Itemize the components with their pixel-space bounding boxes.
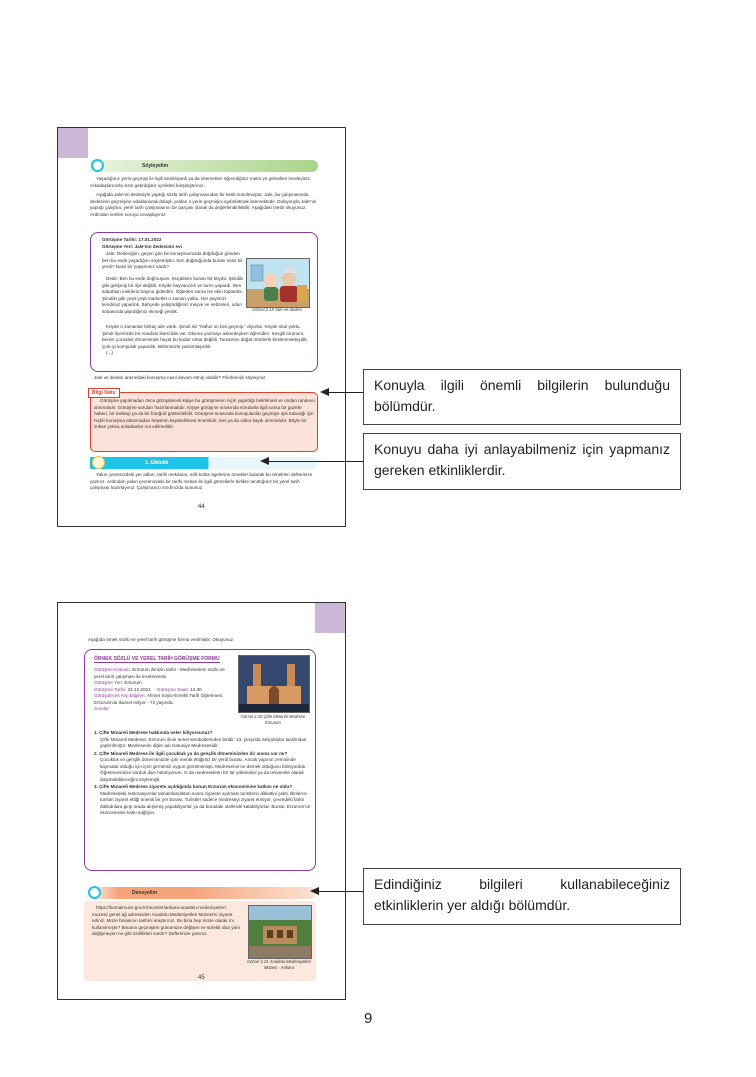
figure2-caption: Görsel 2.20 Çifte Minareli Medrese Erzurum [240, 714, 306, 725]
deneyelim-text: https://kurnalmuze.gov.tr/muzeler/ankara-anadolu-medeniyetleri-muzesi/ genel ağ adresinden Anadolu Medeniyetleri Müzesi'ni ziyaret ediniz. Müze binasının tarihini araştırınız. Bu bina hep müze olarak mı kullanılmıştır? Binanın geçmişten günümüze değişen ve sürekli olan yanı değişmeyen ne gibi özellikleri vardır? Defterinize yazınız. [92, 905, 241, 936]
arrow-3-line [318, 891, 363, 892]
page2-intro: Aşağıda örnek sözlü ve yerel tarih görüşme formu verilmiştir. Okuyunuz. [88, 637, 235, 642]
etkinlik-header [90, 457, 318, 469]
anadolu-medeniyetleri-muzesi-photo [248, 905, 312, 959]
arrow-2-head [260, 457, 269, 465]
arrow-2-line [268, 461, 363, 462]
qa-answer-3: Medresedeki restorasyonlar tamamlandıktan sonra ziyarete açılması turistlerin dikkatini çekti. Binlerce turistin ziyaret ettiği önemli bir yer burası. Turistler sadece medreseyi ziyaret etmiyor, çevredeki farklı dükkânlara girip orada alışveriş yapabiliyorlar ya da buradaki otellerde kalabiliyorlar. Bunlar, Erzurum'un ekonomisine katkı sağlıyor. [100, 790, 311, 815]
figure1-caption: Görsel 2.19 Jale ve dedesi [252, 307, 302, 312]
qa-question-1: 1. Çifte Minareli Medrese hakkında neler biliyorsunuz? [94, 730, 213, 735]
dialog-part3: Köyde o zamanlar birkaç aile vardı. Şimdi siz "Nüfus on bini geçmiş." diyorlar. Köyde okul yoktu. Şimdi ilçemizde bir Anadolu lisesi bile var. Okuma yazmayı askerdeyken öğrendim. Sevgili torunum, benim çocukluk dönemimde hayat bu kadar rahat değildi. Tamamen doğal ürünlerle beslenmekteydik. Çok iyi komşuluk yapardık. Birbirimizle yardımlaşırdık (...) [102, 324, 308, 355]
dialog-part1: Jale: Dedeciğim, geçen gün bir konuşmamızda doğduğun günden beri bu evde yaşadığını söylemiştin. Sen doğduğunda burası nasıl bir yerdi? Nasıl bir yaşamınız vardı? [102, 251, 243, 269]
deneyelim-header [84, 887, 316, 899]
etkinlik-text: Yakın çevrenizdeki yer adları, tarihi mekânlar, milli kültür ögelerine örnekler bularak bu örnekleri defterinize yazınız. Ardından yakın çevrenizdeki bir tarihi mekan ile ilgili görsellerle birlikte tanıttığınız bir yerel tarih çalışması hazırlayınız. Çalışmanızı sınıfınızda sununuz. [90, 472, 313, 490]
arrow-1-line [328, 392, 363, 393]
place-label: Görüşme Yeri: [94, 680, 124, 685]
callout-deneyelim: Edindiğiniz bilgileri kullanabileceğiniz etkinliklerin yer aldığı bölümdür. [363, 868, 681, 925]
gears-icon [88, 886, 101, 899]
footer-page-number: 9 [364, 1010, 373, 1027]
date-value: 22.12.2021 [127, 686, 151, 692]
bilgi-notu-text: Görüşme yapılmadan önce görüşülecek kişiye bu görüşmenin niçin yapıldığı belirtilmeli ve ondan randevu alınmalıdır. Görüşme soruları hazırlanmalıdır. Kişiye görüşme sırasında sorulanla ilgili varsa bir gazete haberi, bir mektup ya da bir fotoğraf gösterilebilir. Görüşme sırasında konuşulanlar geçmişe ışık tutacağı için hiçbir konuşma atlanmadan hepsinin kaydedilmesi önemlidir. Ses ya da video kaydı alınmalıdır. Böyle bir imkan yoksa anlatılanlar not edilmelidir. [94, 398, 315, 429]
figure3-caption: Görsel 2.21 Anadolu Medeniyetleri Müzesi - Ankara [246, 959, 312, 970]
callout-bilgi-notu: Konuyla ilgili önemli bilgilerin bulunduğu bölümdür. [363, 369, 681, 425]
topic-value: Erzurum ilimizin tarihi - Medreselerin sözlü ve yerel tarih çalışması ile incelenmesi. [94, 667, 225, 679]
time-label: Görüşme Saati: [157, 686, 189, 692]
page1-para: Aşağıda Jale'nin dedesiyle yaptığı sözlü tarih çalışmasından bir kesit sunulmuştur. Jale, bu çalışmasında dedesinin geçmişine odaklanarak dolaylı yoldan o yerin geçmişini aydınlatmak istemektedir. Dolayısıyla Jale'nin yaptığı çalışma, yerel tarih çalışmasının bir parçası olarak da değerlendirilebilir. Aşağıdaki metni okuyunuz. Ardından verilen soruyu cevaplayınız. [90, 192, 317, 217]
topic-label: Görüşme Konusu: [94, 667, 132, 672]
page-number-44: 44 [198, 504, 205, 510]
person-label: Görüşülecek Kişi Bilgileri: [94, 693, 146, 698]
interview-meta: Görüşme Tarihi: 17.01.2022 Görüşme Yeri: Jale'nin dedesinin evi [102, 237, 182, 249]
time-value: 14.30 [190, 686, 202, 692]
soyleyelim-header [90, 160, 318, 172]
corner-tab [58, 128, 88, 158]
dialog-part2: Dede: Ben bu evde doğmuşum. Küçükken burası bir köydü. Şimdiki gibi gelişmiş bir ilçe değildi. Köyde hayvancılık ve tarım yapardı. Ben sabahları ineklerin başına giderdim. Öğleden sonra ise ekin toplardık. Şimdiki gibi çeşit çeşit marketler o zaman yoktu. Her şeyimizi kendimiz yapardık. Bahçede yetiştirdiğimiz meyve ve sebzeleri, odun sobasında pişirdiğimiz ekmeği yerdik. [102, 276, 244, 314]
date-label: Görüşme Tarihi: [94, 686, 127, 692]
qa-answer-2: Çocukluk ve gençlik dönemimizde içini merak ettiğimiz bir yerdi burası. Ancak yapının zemininde kaymalar olduğu için içeri girmemiz uygun görülmemişti. Medresenin ne demek olduğunu bilmiyorduk. Öğretmenimize sorduk diye hatırlıyorum. O da medreselerin bir tür yükseokul ya da üniversite olarak düşünülebileceğini söylemişti. [100, 757, 307, 782]
deneyelim-title: Deneyelim [132, 890, 158, 896]
form-fields [94, 667, 228, 713]
form-title: ÖRNEK SÖZLÜ VE YEREL TARİH GÖRÜŞME FORMU [94, 656, 220, 662]
pencil-icon [92, 456, 105, 469]
arrow-1-head [320, 388, 329, 396]
qa-question-2: 2. Çifte Minareli Medrese ile ilgili çocukluk ya da gençlik döneminizden bir anınız var mı? [94, 750, 288, 756]
callout-etkinlik: Konuyu daha iyi anlayabilmeniz için yapmanız gereken etkinliklerdir. [363, 433, 681, 490]
textbook-page-44 [57, 127, 346, 527]
jale-and-grandpa-illustration [246, 258, 310, 308]
qa-question-3: 3. Çifte Minareli Medrese ziyarete açıldığında bunun Erzurum ekonomisine katkısı ne oldu? [94, 784, 293, 789]
arrow-3-head [310, 887, 319, 895]
textbook-page-45 [57, 602, 346, 1000]
questions-label: Sorular: [94, 706, 111, 711]
page1-question: Jale ve dedesi arasındaki konuşma nasıl devam etmiş olabilir? Fikirlerinizi söyleyiniz. [94, 375, 267, 380]
soyleyelim-title: Söyleyelim [142, 163, 169, 169]
page1-intro: Yaşadığınız yerin geçmişi ile ilgili ansiklopedi ya da internetten öğrendiğiniz metin ve görselleri inceleyiniz. Arkadaşlarınızla sizin getirdiğiniz içerikleri karşılaştırınız. [90, 176, 311, 188]
cifte-minareli-medrese-photo [238, 655, 310, 713]
qa-answer-1: Çifte Minareli Medrese, Erzurum ilinin temel sembollerinden biridir. 13. yüzyılda Selçuklular tarafından yaptırılmıştır. Medresenin diğer adı Hatuniye Medresesidir. [100, 736, 307, 748]
bilgi-notu-label: Bilgi Notu [88, 388, 120, 398]
qa-list [94, 730, 314, 817]
page-number-45: 45 [198, 975, 205, 981]
corner-tab [315, 603, 345, 633]
speech-bubble-icon [91, 159, 104, 172]
person-value: Ahmet Soylu-Emekli Tarih Öğretmeni, Erzurum'da ikamet ediyor - 72 yaşında. [94, 693, 224, 705]
etkinlik-title: 1. Etkinlik [145, 460, 169, 466]
place-value: Erzurum [124, 680, 142, 685]
